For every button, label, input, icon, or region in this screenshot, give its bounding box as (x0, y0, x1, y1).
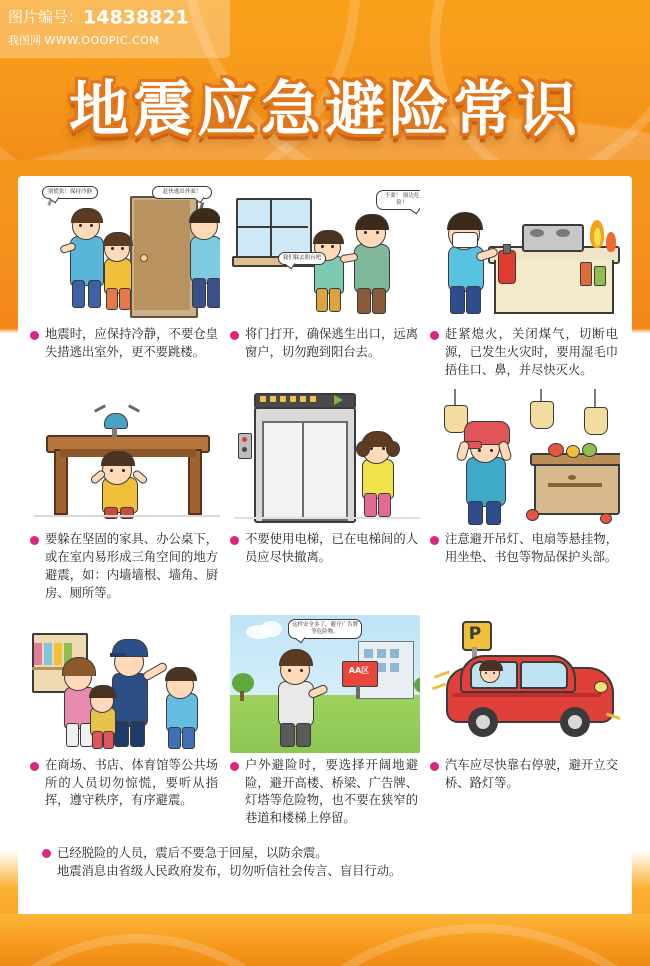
illustration-outdoor-open-area (230, 615, 420, 753)
caption-text: 要躲在坚固的家具、办公桌下，或在室内易形成三角空间的地方避震，如：内墙墙根、墙角、厨房、厕所等。 (45, 532, 218, 600)
panel-car-driving (430, 615, 620, 828)
bullet-dot (430, 536, 439, 545)
speech-bubble: 别慌张！保持冷静 (42, 186, 98, 199)
panel-caption (30, 326, 220, 362)
panel-caption (430, 757, 620, 793)
parking-sign-label: P (468, 623, 482, 644)
sign-label: AA区 (348, 665, 370, 675)
watermark-site-url: WWW.OOOPIC.COM (44, 34, 160, 47)
illustration-protect-head (430, 389, 620, 527)
illustration-hide-under-table (30, 389, 220, 527)
caption-text: 在商场、书店、体育馆等公共场所的人员切勿惊慌，要听从指挥，遵守秩序，有序避震。 (45, 757, 218, 808)
footer-line-1: 已经脱险的人员，震后不要急于回屋，以防余震。 (57, 846, 328, 860)
bullet-dot (430, 331, 439, 340)
bullet-dot (42, 849, 51, 858)
header-band (0, 0, 650, 160)
bullet-dot (230, 536, 239, 545)
panel-public-place (30, 615, 220, 828)
speech-bubble: 这样安全多了，避开广告牌等危险物。 (288, 619, 362, 639)
illustration-turn-off-fire (430, 184, 620, 322)
illustration-public-place (30, 615, 220, 753)
watermark-id-row (8, 6, 189, 29)
decor-swirl (0, 934, 338, 966)
caption-text: 赶紧熄火，关闭煤气，切断电源，已发生火灾时，要用湿毛巾捂住口、鼻，并尽快灭火。 (445, 327, 618, 377)
bullet-dot (30, 762, 39, 771)
bullet-dot (230, 331, 239, 340)
watermark-site-label: 我图网 (8, 34, 41, 47)
speech-bubble: 赶快逃出外面！ (152, 186, 212, 199)
illustration-indoor-calm (30, 184, 220, 322)
bullet-dot (30, 331, 39, 340)
panel-caption (30, 531, 220, 602)
panel-open-door (230, 184, 420, 379)
caption-text: 户外避险时，要选择开阔地避险，避开高楼、桥梁、广告牌、灯塔等危险物，也不要在狭窄的巷道和楼梯上停留。 (245, 757, 418, 826)
page-title: 地震应急避险常识 (69, 75, 581, 145)
panel-caption (230, 757, 420, 828)
panel-caption (30, 757, 220, 810)
panel-outdoor-open-area (230, 615, 420, 828)
panel-hide-under-table (30, 389, 220, 602)
illustration-open-door (230, 184, 420, 322)
panel-turn-off-fire (430, 184, 620, 379)
panel-no-elevator (230, 389, 420, 602)
speech-bubble: 我们躲去阳台吧 (278, 252, 326, 265)
panel-caption (230, 326, 420, 362)
panel-indoor-calm (30, 184, 220, 379)
speech-bubble: 不要！ 窗边危险！ (376, 190, 420, 210)
watermark-box (0, 0, 230, 58)
watermark-id-value: 14838821 (83, 6, 189, 29)
footer-line-2: 地震消息由省级人民政府发布，切勿听信社会传言、盲目行动。 (57, 864, 402, 879)
panel-caption (230, 531, 420, 567)
decor-swirl (230, 924, 650, 966)
panel-protect-head (430, 389, 620, 602)
footer-note (42, 844, 622, 881)
panel-caption (430, 531, 620, 567)
panel-caption (430, 326, 620, 379)
illustration-car-driving (430, 615, 620, 753)
watermark-site-row (8, 32, 159, 48)
caption-text: 注意避开吊灯、电扇等悬挂物，用坐垫、书包等物品保护头部。 (445, 532, 618, 565)
watermark-id-label: 图片编号： (8, 8, 84, 26)
caption-text: 不要使用电梯，已在电梯间的人员应尽快撤离。 (245, 532, 418, 565)
illustration-no-elevator (230, 389, 420, 527)
bullet-dot (430, 762, 439, 771)
bullet-dot (230, 762, 239, 771)
caption-text: 将门打开，确保逃生出口，远离窗户，切勿跑到阳台去。 (245, 327, 418, 359)
content-card (18, 176, 632, 916)
bullet-dot (30, 536, 39, 545)
footer-band (0, 914, 650, 966)
caption-text: 地震时，应保持冷静，不要仓皇失措逃出室外，更不要跳楼。 (45, 327, 218, 359)
panel-grid (30, 184, 620, 828)
caption-text: 汽车应尽快靠右停驶，避开立交桥、路灯等。 (445, 757, 618, 790)
